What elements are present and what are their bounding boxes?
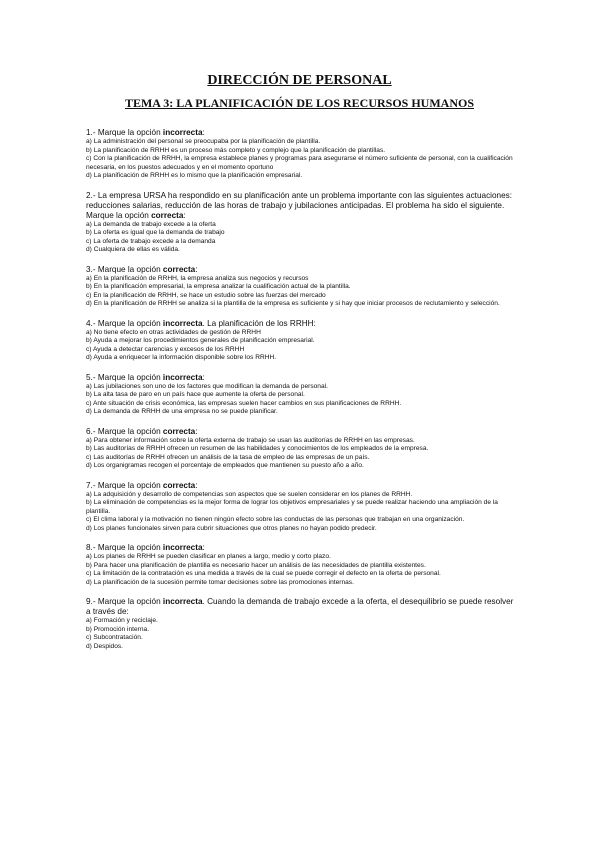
- question-block: [86, 427, 518, 471]
- answer-option: b) Promoción interna.: [86, 625, 150, 633]
- question-text: :: [202, 543, 205, 552]
- answer-option: d) Cualquiera de ellas es válida.: [86, 246, 180, 253]
- answer-option: b) La eliminación de competencias es la mejor forma de lograr los objetivos empresariales y se puede realizar haciendo una ampliación de la plantilla.: [86, 499, 498, 515]
- answer-option: b) La oferta es igual que la demanda de trabajo: [86, 229, 225, 236]
- question-stem: [86, 481, 518, 491]
- answer-option: d) Los organigramas recogen el porcentaje de empleados que mantienen su puesto año a año.: [86, 462, 364, 469]
- answer-option: c) El clima laboral y la motivación no tienen ningún efecto sobre las conductas de las personas que trabajan en una organización.: [86, 516, 465, 523]
- question-text: . La planificación de los RRHH:: [202, 318, 316, 328]
- question-text: 4.- Marque la opción: [86, 318, 163, 328]
- question-stem: [86, 597, 518, 617]
- question-keyword: incorrecta: [162, 372, 203, 382]
- answer-option: d) Despidos.: [86, 642, 124, 650]
- answer-option: a) En la planificación de RRHH, la empresa analiza sus negocios y recursos: [86, 274, 309, 282]
- question-keyword: correcta: [162, 264, 196, 274]
- question-keyword: incorrecta: [162, 128, 203, 137]
- answer-option: b) La planificación de RRHH es un proceso más completo y complejo que la planificación de plantillas.: [86, 146, 386, 154]
- answer-option: c) La limitación de la contratación es una medida a través de la cual se puede corregir el defecto en la oferta de personal.: [86, 570, 441, 577]
- answer-option: d) La demanda de RRHH de una empresa no se puede planificar.: [86, 408, 278, 415]
- question-block: [86, 373, 518, 417]
- question-text: 1.- Marque la opción: [86, 128, 163, 137]
- answer-option: d) La planificación de RRHH es lo mismo que la planificación empresarial.: [86, 172, 303, 179]
- question-keyword: correcta: [151, 210, 184, 220]
- question-block: [86, 128, 518, 181]
- question-text: :: [195, 426, 198, 436]
- question-keyword: correcta: [162, 480, 196, 490]
- answer-option: d) En la planificación de RRHH se analiza si la plantilla de la empresa es suficiente y si hay que iniciar procesos de reclutamiento y selección.: [86, 300, 500, 307]
- answer-option: c) En la planificación de RRHH, se hace un estudio sobre las fuerzas del mercado: [86, 291, 326, 299]
- document-title: DIRECCIÓN DE PERSONAL: [207, 73, 392, 88]
- question-block: [86, 265, 518, 309]
- answer-option: c) Las auditorías de RRHH ofrecen un análisis de la tasa de empleo de las empresas de un país.: [86, 453, 370, 461]
- answer-option: a) Las jubilaciones son uno de los factores que modifican la demanda de personal.: [86, 382, 328, 390]
- answer-option: b) La alta tasa de paro en un país hace que aumente la oferta de personal.: [86, 391, 305, 398]
- question-text: :: [183, 210, 186, 220]
- question-block: [86, 597, 518, 651]
- answer-option: d) Ayuda a enriquecer la información disponible sobre los RRHH.: [86, 354, 277, 361]
- question-text: . Cuando la demanda de trabajo excede a la oferta, el desequilibrio se puede resolver a través de:: [86, 597, 514, 616]
- question-stem: [86, 373, 518, 383]
- answer-option: a) La adquisición y desarrollo de competencias son aspectos que se suelen considerar en los planes de RRHH.: [86, 490, 413, 498]
- answer-option: c) Con la planificación de RRHH, la empresa establece planes y programas para asegurarse el número suficiente de personal, con la cualificación necesaria, en los puestos adecuados y en el momento oportuno: [86, 155, 513, 171]
- question-text: 9.- Marque la opción: [86, 597, 163, 606]
- answer-option: a) Formación y reciclaje.: [86, 617, 158, 624]
- document-subtitle: TEMA 3: LA PLANIFICACIÓN DE LOS RECURSOS HUMANOS: [124, 96, 475, 110]
- answer-option: d) Los planes funcionales sirven para cubrir situaciones que otros planes no hayan podido predecir.: [86, 524, 377, 532]
- question-block: [86, 319, 518, 363]
- question-block: [86, 543, 518, 587]
- question-list: [86, 128, 518, 661]
- answer-option: d) La planificación de la sucesión permite tomar decisiones sobre las promociones internas.: [86, 578, 354, 586]
- question-text: :: [202, 372, 205, 382]
- answer-option: a) La demanda de trabajo excede a la oferta: [86, 220, 216, 228]
- question-text: 8.- Marque la opción: [86, 543, 163, 552]
- question-keyword: incorrecta: [162, 543, 203, 552]
- question-text: :: [195, 480, 198, 490]
- question-block: [86, 191, 518, 255]
- question-stem: [86, 128, 518, 138]
- question-keyword: incorrecta: [162, 318, 203, 328]
- question-text: :: [202, 128, 205, 137]
- answer-option: a) La administración del personal se preocupaba por la planificación de plantilla.: [86, 138, 321, 145]
- question-stem: [86, 265, 518, 275]
- answer-option: c) La oferta de trabajo excede a la demanda: [86, 237, 216, 245]
- answer-option: a) Para obtener información sobre la oferta externa de trabajo se usan las auditorías de RRHH en las empresas.: [86, 436, 415, 444]
- answer-option: c) Ayuda a detectar carencias y excesos de los RRHH: [86, 345, 245, 353]
- question-stem: [86, 427, 518, 437]
- question-text: 2.- La empresa URSA ha respondido en su planificación ante un problema importante con las siguientes actuaciones: reducciones salarias, reducción de las horas de trabajo y jubilaciones anticipadas. El problema ha sido el siguiente. Marque la opción: [86, 190, 513, 220]
- question-text: 6.- Marque la opción: [86, 426, 163, 436]
- question-stem: [86, 319, 518, 329]
- question-stem: [86, 191, 518, 221]
- question-stem: [86, 543, 518, 553]
- answer-option: c) Ante situación de crisis económica, las empresas suelen hacer cambios en sus planificaciones de RRHH.: [86, 399, 402, 407]
- question-block: [86, 481, 518, 534]
- question-text: 7.- Marque la opción: [86, 480, 163, 490]
- answer-option: b) En la planificación empresarial, la empresa analizar la cualificación actual de la plantilla.: [86, 283, 351, 290]
- question-text: 3.- Marque la opción: [86, 264, 163, 274]
- answer-option: a) Los planes de RRHH se pueden clasificar en planes a largo, medio y corto plazo.: [86, 553, 331, 560]
- answer-option: c) Subcontratación.: [86, 634, 143, 641]
- answer-option: b) Las auditorías de RRHH ofrecen un resumen de las habilidades y conocimientos de los empleados de la empresa.: [86, 445, 429, 452]
- question-keyword: incorrecta: [162, 597, 203, 606]
- question-text: :: [195, 264, 198, 274]
- answer-option: a) No tiene efecto en otras actividades de gestión de RRHH: [86, 328, 261, 336]
- question-keyword: correcta: [162, 426, 196, 436]
- answer-option: b) Para hacer una planificación de plantilla es necesario hacer un análisis de las necesidades de plantilla existentes.: [86, 561, 426, 569]
- answer-option: b) Ayuda a mejorar los procedimientos generales de planificación empresarial.: [86, 337, 315, 344]
- question-text: 5.- Marque la opción: [86, 372, 163, 382]
